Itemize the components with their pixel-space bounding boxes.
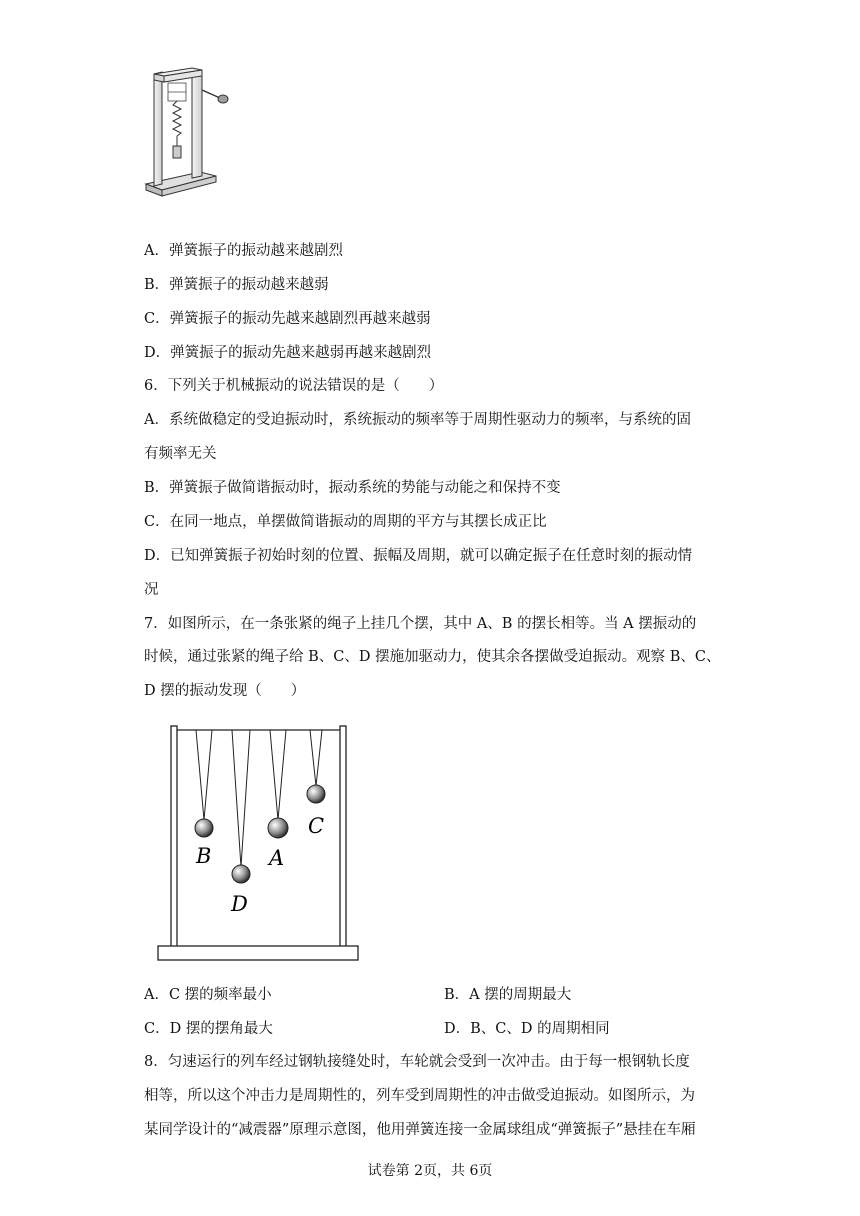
q7-option-a: A．C 摆的频率最小: [144, 987, 272, 1003]
spring-oscillator-figure: [140, 66, 232, 198]
q6-option-d: D．已知弹簧振子初始时刻的位置、振幅及周期，就可以确定振子在任意时刻的振动情: [144, 548, 693, 564]
q6-option-c: C．在同一地点，单摆做简谐振动的周期的平方与其摆长成正比: [144, 514, 547, 530]
pendulum-c-ball: [307, 785, 325, 803]
q5-option-a: A．弹簧振子的振动越来越剧烈: [144, 243, 343, 259]
q6-option-b: B．弹簧振子做简谐振动时，振动系统的势能与动能之和保持不变: [144, 480, 561, 496]
pendulum-a-ball: [268, 818, 288, 838]
q8-stem-line-1: 8．匀速运行的列车经过钢轨接缝处时，车轮就会受到一次冲击。由于每一根钢轨长度: [144, 1054, 690, 1070]
q7-option-d: D．B、C、D 的周期相同: [444, 1021, 610, 1037]
q7-option-b: B．A 摆的周期最大: [444, 987, 572, 1003]
q6-option-a-cont: 有频率无关: [144, 446, 217, 462]
q6-option-d-cont: 况: [144, 582, 159, 598]
q7-stem-line-3: D 摆的振动发现（ ）: [144, 683, 306, 699]
q6-option-a: A．系统做稳定的受迫振动时，系统振动的频率等于周期性驱动力的频率，与系统的固: [144, 412, 691, 428]
label-d: D: [231, 892, 248, 916]
pendulum-b-ball: [195, 819, 213, 837]
pendulum-frame-figure: [150, 722, 364, 966]
label-b: B: [196, 844, 212, 868]
q7-stem-line-2: 时候，通过张紧的绳子给 B、C、D 摆施加驱动力，使其余各摆做受迫振动。观察 B、C、: [144, 649, 721, 665]
q5-option-d: D．弹簧振子的振动先越来越弱再越来越剧烈: [144, 345, 432, 361]
q7-stem-line-1: 7．如图所示，在一条张紧的绳子上挂几个摆，其中 A、B 的摆长相等。当 A 摆振动的: [144, 616, 697, 632]
label-a: A: [269, 846, 285, 870]
pendulum-d-ball: [232, 865, 250, 883]
q8-stem-line-2: 相等，所以这个冲击力是周期性的，列车受到周期性的冲击做受迫振动。如图所示，为: [144, 1088, 695, 1104]
label-c: C: [308, 814, 325, 838]
q5-option-c: C．弹簧振子的振动先越来越剧烈再越来越弱: [144, 311, 431, 327]
q6-stem: 6．下列关于机械振动的说法错误的是（ ）: [144, 378, 444, 394]
q5-option-b: B．弹簧振子的振动越来越弱: [144, 277, 329, 293]
q8-stem-line-3: 某同学设计的“减震器”原理示意图，他用弹簧连接一金属球组成“弹簧振子”悬挂在车厢: [144, 1122, 696, 1138]
q7-option-c: C．D 摆的摆角最大: [144, 1021, 273, 1037]
page-footer: 试卷第 2页，共 6页: [367, 1163, 493, 1179]
